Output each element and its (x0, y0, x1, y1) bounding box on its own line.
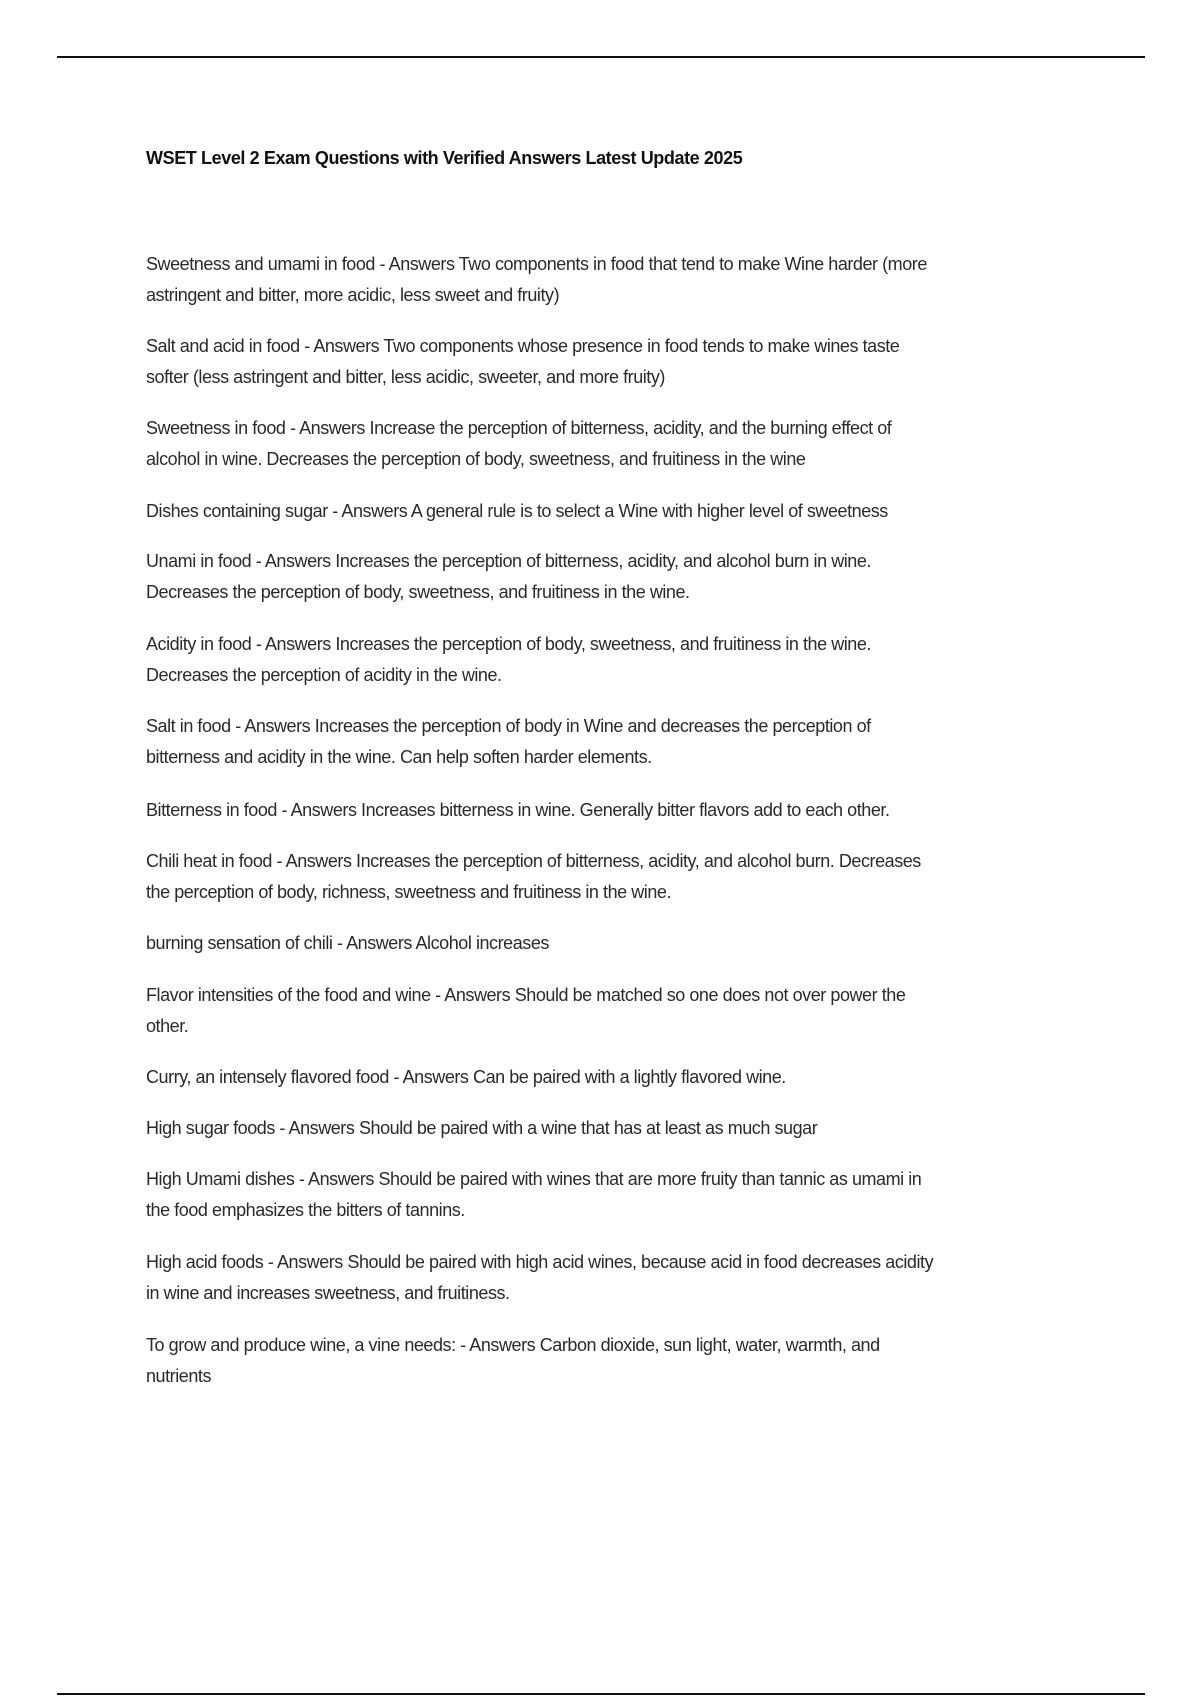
qa-text-line: nutrients (146, 1365, 211, 1386)
qa-item (146, 1247, 1106, 1308)
qa-text-line: To grow and produce wine, a vine needs: - Answers Carbon dioxide, sun light, water, warmth, and (146, 1335, 880, 1355)
qa-text-line: bitterness and acidity in the wine. Can help soften harder elements. (146, 746, 652, 767)
qa-item (146, 795, 1106, 826)
qa-item (146, 413, 1106, 474)
qa-text-line: Chili heat in food - Answers Increases the perception of bitterness, acidity, and alcohol burn. Decreases (146, 851, 921, 871)
qa-text-line: the food emphasizes the bitters of tannins. (146, 1199, 465, 1220)
qa-item (146, 331, 1106, 392)
qa-item (146, 1164, 1106, 1225)
qa-item (146, 980, 1106, 1041)
qa-text-line: in wine and increases sweetness, and fruitiness. (146, 1282, 510, 1303)
qa-text-line: Acidity in food - Answers Increases the perception of body, sweetness, and fruitiness in the wine. (146, 634, 871, 654)
qa-text-line: Sweetness and umami in food - Answers Two components in food that tend to make Wine harder (more (146, 254, 927, 274)
qa-text-line: Curry, an intensely flavored food - Answers Can be paired with a lightly flavored wine. (146, 1067, 786, 1087)
footer-rule (57, 1693, 1145, 1695)
qa-text-line: Sweetness in food - Answers Increase the perception of bitterness, acidity, and the burning effect of (146, 418, 892, 438)
qa-text-line: High acid foods - Answers Should be paired with high acid wines, because acid in food decreases acidity (146, 1252, 934, 1272)
qa-item (146, 711, 1106, 772)
qa-text-line: burning sensation of chili - Answers Alcohol increases (146, 933, 549, 953)
qa-item (146, 629, 1106, 690)
qa-text-line: High sugar foods - Answers Should be paired with a wine that has at least as much sugar (146, 1118, 818, 1138)
header-rule (57, 56, 1145, 58)
qa-text-line: the perception of body, richness, sweetness and fruitiness in the wine. (146, 881, 672, 902)
qa-item (146, 1062, 1106, 1093)
qa-item (146, 1113, 1106, 1144)
qa-text-line: Salt and acid in food - Answers Two components whose presence in food tends to make wines taste (146, 336, 900, 356)
qa-item (146, 1330, 1106, 1391)
qa-item (146, 846, 1106, 907)
qa-item (146, 496, 1106, 527)
qa-text-line: Flavor intensities of the food and wine - Answers Should be matched so one does not over power the (146, 985, 906, 1005)
qa-item (146, 928, 1106, 959)
qa-text-line: High Umami dishes - Answers Should be paired with wines that are more fruity than tannic as umami in (146, 1169, 922, 1189)
qa-text-line: astringent and bitter, more acidic, less sweet and fruity) (146, 284, 560, 305)
qa-text-line: Unami in food - Answers Increases the perception of bitterness, acidity, and alcohol burn in wine. (146, 551, 871, 571)
qa-text-line: Dishes containing sugar - Answers A general rule is to select a Wine with higher level of sweetness (146, 501, 888, 521)
qa-text-line: Bitterness in food - Answers Increases bitterness in wine. Generally bitter flavors add to each other. (146, 800, 890, 820)
document-title: WSET Level 2 Exam Questions with Verified Answers Latest Update 2025 (146, 148, 743, 168)
qa-text-line: other. (146, 1015, 189, 1036)
qa-text-line: Decreases the perception of body, sweetness, and fruitiness in the wine. (146, 581, 690, 602)
qa-text-line: alcohol in wine. Decreases the perception of body, sweetness, and fruitiness in the wine (146, 448, 806, 469)
qa-text-line: softer (less astringent and bitter, less acidic, sweeter, and more fruity) (146, 366, 665, 387)
qa-text-line: Decreases the perception of acidity in the wine. (146, 664, 502, 685)
qa-text-line: Salt in food - Answers Increases the perception of body in Wine and decreases the perception of (146, 716, 871, 736)
qa-item (146, 546, 1106, 607)
qa-item (146, 249, 1106, 310)
